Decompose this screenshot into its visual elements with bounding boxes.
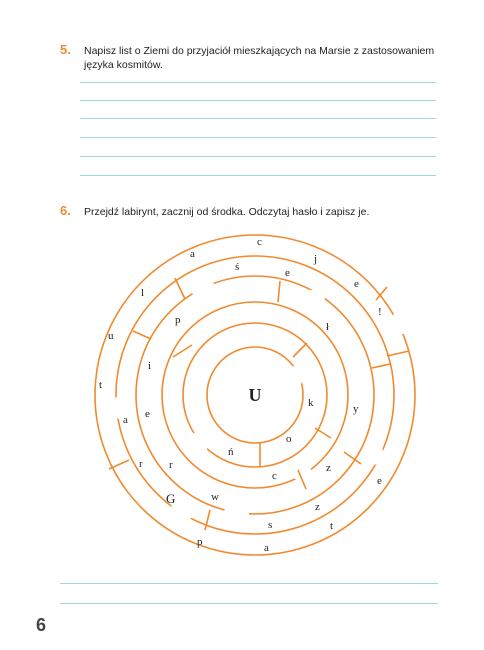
page-number: 6 <box>36 615 47 635</box>
maze-letter: c <box>257 236 262 248</box>
maze-letter: z <box>315 501 320 513</box>
task-5-instruction-line-1: Napisz list o Ziemi do przyjaciół mieszkających na Marsie z zastosowaniem <box>84 45 435 57</box>
task-5-number: 5. <box>60 42 71 57</box>
maze-letter: r <box>169 459 173 471</box>
maze-letter: ś <box>235 261 240 273</box>
maze-wall <box>293 343 307 357</box>
maze-letter: G <box>166 491 176 506</box>
maze-letter: e <box>377 475 382 487</box>
maze-letter: l <box>141 287 145 299</box>
maze-letter: a <box>264 542 269 554</box>
maze-letter: z <box>326 462 331 474</box>
maze-letter: c <box>272 470 277 482</box>
maze-wall <box>133 331 151 339</box>
maze-letter: ! <box>378 306 382 318</box>
maze-letter: k <box>308 397 314 409</box>
maze-letter: o <box>286 433 292 445</box>
maze-wall <box>387 351 409 356</box>
maze-gap <box>363 439 383 465</box>
maze-wall <box>372 364 390 368</box>
answer-line <box>60 583 438 584</box>
maze-gap <box>192 281 218 301</box>
maze-wall <box>109 460 129 469</box>
task-6-instruction: Przejdź labirynt, zacznij od środka. Odczytaj hasło i zapisz je. <box>84 206 370 218</box>
maze-letter: a <box>190 248 195 260</box>
maze-letter: w <box>211 491 219 503</box>
maze-letter: y <box>353 403 359 415</box>
maze-gap <box>280 366 302 392</box>
maze-gap <box>392 308 414 334</box>
maze-letter: e <box>145 408 150 420</box>
maze-letter: p <box>197 536 203 548</box>
maze-letter: t <box>330 520 334 532</box>
maze-gap <box>289 460 311 480</box>
maze-letter: t <box>99 379 103 391</box>
maze-letter: ł <box>326 321 330 333</box>
maze-letter: e <box>285 267 290 279</box>
maze-wall <box>278 281 280 302</box>
maze-wall <box>315 428 331 438</box>
maze-letter: r <box>139 458 143 470</box>
maze-letter: u <box>108 330 114 342</box>
maze-letter: i <box>148 360 152 372</box>
maze-center-letter: U <box>248 385 262 405</box>
answer-line <box>60 603 438 604</box>
maze-letter: p <box>175 314 181 326</box>
maze-gap <box>223 505 249 523</box>
maze-letter: ń <box>228 446 234 458</box>
task-6-number: 6. <box>60 203 71 218</box>
maze-gap <box>299 290 325 310</box>
maze-letter: a <box>123 414 128 426</box>
maze-wall <box>175 278 185 299</box>
maze-letter: j <box>314 253 318 265</box>
maze-letter: s <box>268 519 273 531</box>
maze-gaps <box>113 281 414 523</box>
maze-gap <box>188 432 210 452</box>
task-5-instruction-line-2: języka kosmitów. <box>84 59 163 71</box>
maze-letter: e <box>354 278 359 290</box>
